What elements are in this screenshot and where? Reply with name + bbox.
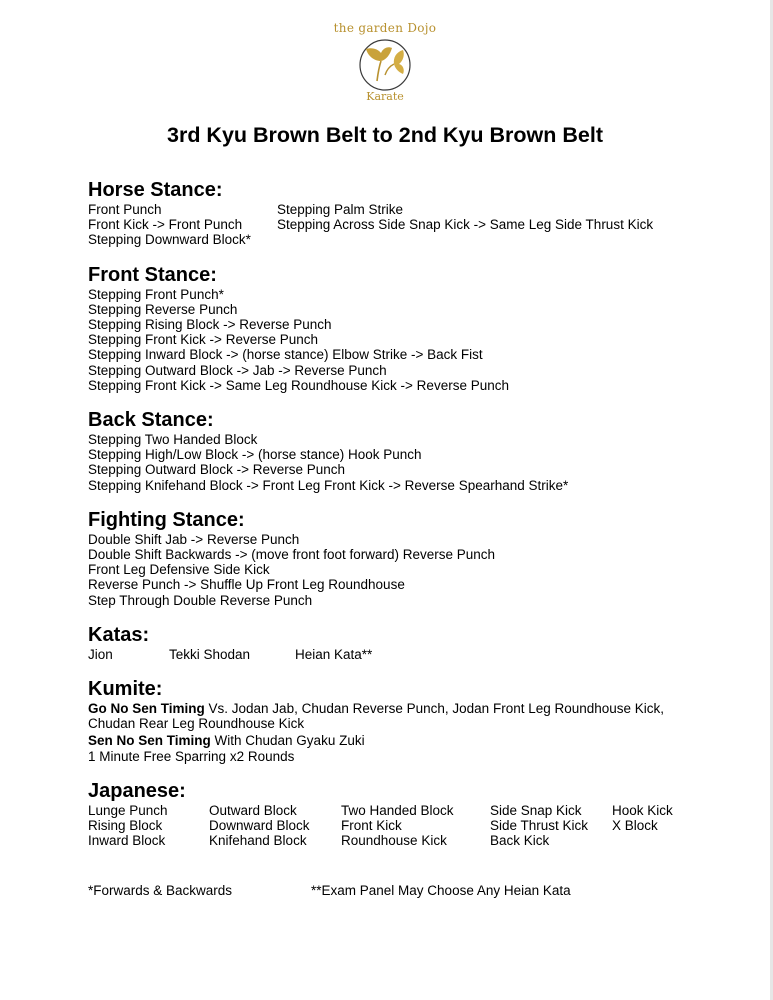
list-item — [88, 701, 678, 731]
term: X Block — [612, 818, 658, 834]
section-heading: Fighting Stance: — [88, 508, 245, 531]
list-item — [88, 232, 728, 247]
list-item: Step Through Double Reverse Punch — [88, 592, 313, 608]
kata: Tekki Shodan — [169, 646, 251, 662]
term: Outward Block — [209, 802, 297, 818]
sen-no-sen-text: With Chudan Gyaku Zuki — [210, 733, 365, 749]
section-heading: Katas: — [88, 623, 150, 646]
list-item: Stepping Inward Block -> (horse stance) Elbow Strike -> Back Fist — [88, 347, 483, 363]
term: Knifehand Block — [209, 833, 307, 849]
term: Hook Kick — [612, 802, 673, 818]
list-item: Stepping Outward Block -> Jab -> Reverse Punch — [88, 362, 387, 378]
list-item: Stepping High/Low Block -> (horse stance) Hook Punch — [88, 447, 422, 463]
technique: Stepping Palm Strike — [277, 202, 404, 217]
ginkgo-leaf-icon — [357, 37, 413, 93]
table-row — [88, 818, 728, 833]
japanese-section — [88, 779, 728, 849]
table-row — [88, 803, 728, 818]
technique: Stepping Downward Block* — [88, 232, 251, 248]
term: Side Snap Kick — [490, 802, 582, 818]
footnote-single: *Forwards & Backwards — [88, 883, 233, 898]
table-row — [88, 833, 728, 848]
list-item — [88, 217, 728, 232]
technique: Front Kick -> Front Punch — [88, 217, 243, 233]
front-stance-section — [88, 263, 728, 393]
kata: Heian Kata** — [295, 646, 373, 662]
go-no-sen-label: Go No Sen Timing — [88, 701, 205, 717]
logo-bottom-text: Karate — [366, 90, 404, 103]
list-item: Stepping Outward Block -> Reverse Punch — [88, 462, 346, 478]
term: Rising Block — [88, 818, 163, 834]
list-item: Front Leg Defensive Side Kick — [88, 562, 270, 578]
logo-top-text: the garden Dojo — [333, 21, 437, 35]
dojo-logo — [325, 20, 445, 103]
term: Downward Block — [209, 818, 310, 834]
fighting-stance-section — [88, 508, 728, 608]
term: Two Handed Block — [341, 802, 454, 818]
syllabus-content — [88, 178, 728, 863]
term: Front Kick — [341, 818, 402, 834]
go-no-sen-text: Vs. Jodan Jab, Chudan Reverse Punch, Jodan Front Leg Roundhouse Kick, Chudan Rear Leg Roundhouse Kick — [88, 701, 665, 732]
katas-section — [88, 623, 728, 662]
technique: Front Punch — [88, 202, 162, 217]
list-item — [88, 647, 728, 662]
list-item: Stepping Front Kick -> Reverse Punch — [88, 332, 318, 348]
horse-stance-section — [88, 178, 728, 248]
sen-no-sen-label: Sen No Sen Timing — [88, 733, 211, 749]
list-item: Stepping Knifehand Block -> Front Leg Front Kick -> Reverse Spearhand Strike* — [88, 477, 569, 493]
term: Lunge Punch — [88, 802, 168, 818]
list-item: Double Shift Jab -> Reverse Punch — [88, 531, 300, 547]
section-heading: Front Stance: — [88, 263, 217, 286]
list-item: Reverse Punch -> Shuffle Up Front Leg Roundhouse — [88, 577, 405, 593]
term: Side Thrust Kick — [490, 818, 589, 834]
footnote-double: **Exam Panel May Choose Any Heian Kata — [311, 883, 571, 898]
back-stance-section — [88, 408, 728, 493]
list-item — [88, 202, 728, 217]
list-item: 1 Minute Free Sparring x2 Rounds — [88, 748, 295, 764]
page-title: 3rd Kyu Brown Belt to 2nd Kyu Brown Belt — [167, 123, 603, 147]
term: Back Kick — [490, 833, 550, 849]
kata: Jion — [88, 646, 113, 662]
term: Inward Block — [88, 833, 166, 849]
list-item: Stepping Reverse Punch — [88, 301, 238, 317]
list-item: Stepping Front Punch* — [88, 286, 224, 302]
section-heading: Back Stance: — [88, 409, 214, 432]
footnotes — [88, 883, 571, 898]
list-item — [88, 733, 728, 748]
technique: Stepping Across Side Snap Kick -> Same Leg Side Thrust Kick — [277, 217, 654, 233]
kumite-section — [88, 677, 728, 764]
list-item: Stepping Two Handed Block — [88, 432, 258, 448]
list-item: Stepping Front Kick -> Same Leg Roundhouse Kick -> Reverse Punch — [88, 377, 509, 393]
section-heading: Japanese: — [88, 779, 186, 802]
section-heading: Kumite: — [88, 678, 163, 701]
list-item: Stepping Rising Block -> Reverse Punch — [88, 317, 332, 333]
section-heading: Horse Stance: — [88, 179, 223, 201]
list-item: Double Shift Backwards -> (move front foot forward) Reverse Punch — [88, 547, 496, 563]
term: Roundhouse Kick — [341, 833, 447, 849]
